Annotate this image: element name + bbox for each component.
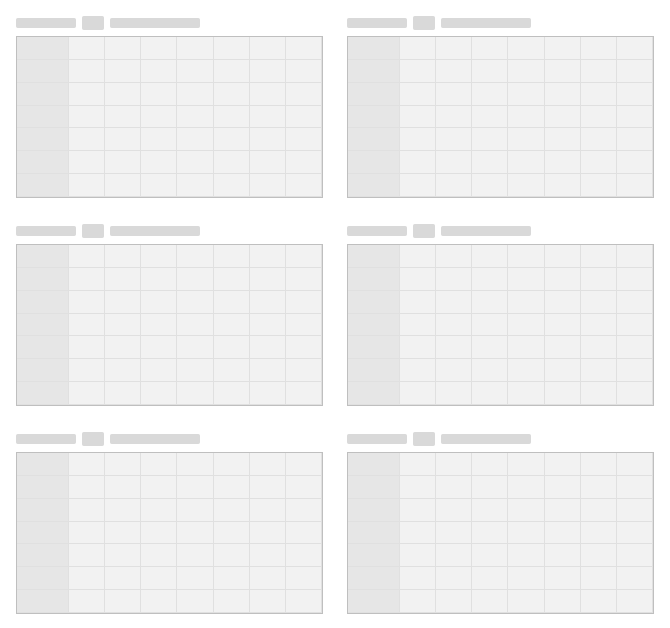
placeholder-text xyxy=(441,18,531,28)
panel-header xyxy=(16,222,323,240)
placeholder-text xyxy=(347,434,407,444)
placeholder-text xyxy=(110,18,200,28)
panel-4 xyxy=(341,216,660,412)
data-table xyxy=(16,36,323,198)
panel-6 xyxy=(341,424,660,620)
placeholder-badge xyxy=(413,16,435,30)
data-table xyxy=(347,244,654,406)
panels-grid xyxy=(10,8,660,620)
placeholder-badge xyxy=(413,224,435,238)
placeholder-badge xyxy=(82,16,104,30)
panel-1 xyxy=(10,8,329,204)
placeholder-text xyxy=(441,434,531,444)
panel-header xyxy=(16,430,323,448)
placeholder-text xyxy=(16,18,76,28)
panel-2 xyxy=(341,8,660,204)
placeholder-badge xyxy=(413,432,435,446)
panel-5 xyxy=(10,424,329,620)
panel-header xyxy=(347,430,654,448)
placeholder-text xyxy=(347,18,407,28)
placeholder-text xyxy=(110,226,200,236)
placeholder-text xyxy=(16,226,76,236)
placeholder-badge xyxy=(82,432,104,446)
data-table xyxy=(347,36,654,198)
panel-3 xyxy=(10,216,329,412)
placeholder-text xyxy=(110,434,200,444)
data-table xyxy=(16,452,323,614)
data-table xyxy=(16,244,323,406)
placeholder-text xyxy=(16,434,76,444)
panel-header xyxy=(16,14,323,32)
placeholder-badge xyxy=(82,224,104,238)
placeholder-text xyxy=(441,226,531,236)
panel-header xyxy=(347,14,654,32)
panel-header xyxy=(347,222,654,240)
data-table xyxy=(347,452,654,614)
placeholder-text xyxy=(347,226,407,236)
